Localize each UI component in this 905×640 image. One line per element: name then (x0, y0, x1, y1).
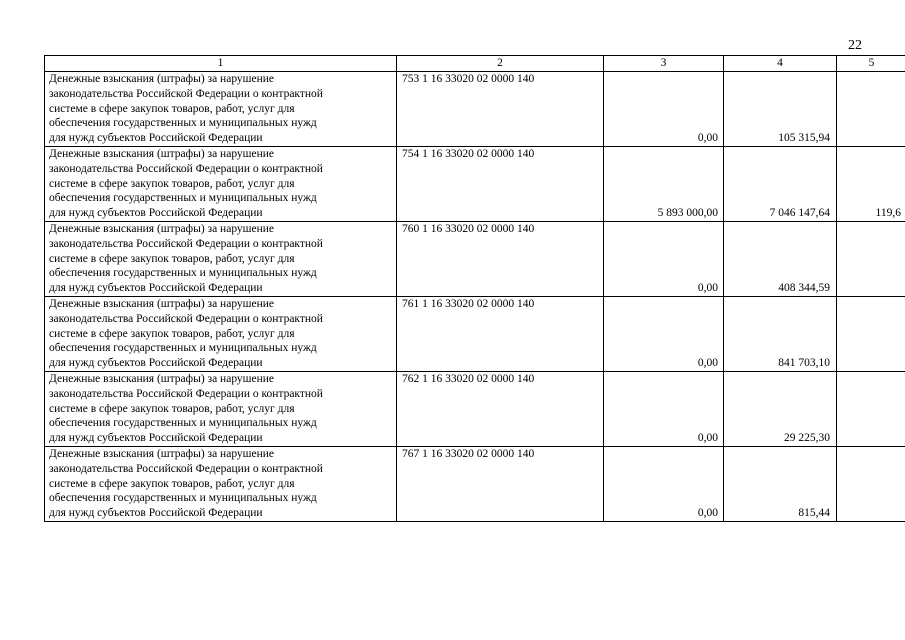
column-4-value: 7 046 147,64 (724, 147, 837, 222)
table-row (45, 372, 905, 447)
column-3-value: 0,00 (604, 447, 724, 522)
revenue-name-cell (45, 372, 397, 447)
column-header-1: 1 (45, 56, 397, 72)
budget-code-cell: 754 1 16 33020 02 0000 140 (397, 147, 604, 222)
table-row (45, 147, 905, 222)
revenue-name-line: для нужд субъектов Российской Федерации (49, 507, 263, 520)
revenue-name-line: законодательства Российской Федерации о контрактной (49, 162, 323, 175)
column-header-3: 3 (604, 56, 724, 72)
budget-code-cell: 762 1 16 33020 02 0000 140 (397, 372, 604, 447)
revenue-name-line: Денежные взыскания (штрафы) за нарушение (49, 73, 275, 85)
budget-code-cell: 753 1 16 33020 02 0000 140 (397, 72, 604, 147)
revenue-name-line: Денежные взыскания (штрафы) за нарушение (49, 223, 275, 235)
revenue-name-line: системе в сфере закупок товаров, работ, услуг для (49, 252, 295, 265)
table-row (45, 222, 905, 297)
revenue-name-line: Денежные взыскания (штрафы) за нарушение (49, 148, 275, 160)
revenue-name-line: системе в сфере закупок товаров, работ, услуг для (49, 327, 295, 340)
column-header-5: 5 (837, 56, 905, 72)
column-4-value: 841 703,10 (724, 297, 837, 372)
revenue-name-cell (45, 147, 397, 222)
revenue-name-line: законодательства Российской Федерации о контрактной (49, 312, 323, 325)
budget-code-cell: 760 1 16 33020 02 0000 140 (397, 222, 604, 297)
revenue-name-line: обеспечения государственных и муниципальных нужд (49, 267, 317, 280)
column-3-value: 0,00 (604, 222, 724, 297)
revenue-name-line: системе в сфере закупок товаров, работ, услуг для (49, 177, 295, 190)
revenue-name-line: системе в сфере закупок товаров, работ, услуг для (49, 477, 295, 490)
column-4-value: 408 344,59 (724, 222, 837, 297)
column-5-value: 119,6 (837, 147, 905, 222)
revenue-name-line: обеспечения государственных и муниципальных нужд (49, 492, 317, 505)
revenue-name-line: обеспечения государственных и муниципальных нужд (49, 117, 317, 130)
revenue-name-line: обеспечения государственных и муниципальных нужд (49, 342, 317, 355)
revenue-name-line: законодательства Российской Федерации о контрактной (49, 237, 323, 250)
table-row (45, 447, 905, 522)
revenue-name-line: для нужд субъектов Российской Федерации (49, 357, 263, 370)
column-header-2: 2 (397, 56, 604, 72)
page-number: 22 (848, 38, 862, 53)
table-row (45, 72, 905, 147)
revenue-name-line: для нужд субъектов Российской Федерации (49, 282, 263, 295)
column-3-value: 0,00 (604, 372, 724, 447)
header-row (45, 56, 905, 72)
column-5-value (837, 297, 905, 372)
revenue-name-cell (45, 447, 397, 522)
revenue-name-line: законодательства Российской Федерации о контрактной (49, 87, 323, 100)
revenue-name-cell (45, 297, 397, 372)
column-5-value (837, 372, 905, 447)
column-3-value: 0,00 (604, 297, 724, 372)
column-header-4: 4 (724, 56, 837, 72)
column-5-value (837, 72, 905, 147)
revenue-name-line: Денежные взыскания (штрафы) за нарушение (49, 448, 275, 460)
revenue-name-cell (45, 222, 397, 297)
revenue-name-line: законодательства Российской Федерации о контрактной (49, 462, 323, 475)
revenue-name-line: системе в сфере закупок товаров, работ, услуг для (49, 402, 295, 415)
column-4-value: 815,44 (724, 447, 837, 522)
column-5-value (837, 447, 905, 522)
column-3-value: 0,00 (604, 72, 724, 147)
revenue-name-line: для нужд субъектов Российской Федерации (49, 432, 263, 445)
revenue-name-line: для нужд субъектов Российской Федерации (49, 132, 263, 145)
revenue-name-cell (45, 72, 397, 147)
budget-table (44, 55, 905, 522)
column-3-value: 5 893 000,00 (604, 147, 724, 222)
column-4-value: 105 315,94 (724, 72, 837, 147)
budget-code-cell: 761 1 16 33020 02 0000 140 (397, 297, 604, 372)
revenue-name-line: Денежные взыскания (штрафы) за нарушение (49, 373, 275, 385)
revenue-name-line: обеспечения государственных и муниципальных нужд (49, 417, 317, 430)
revenue-name-line: обеспечения государственных и муниципальных нужд (49, 192, 317, 205)
column-4-value: 29 225,30 (724, 372, 837, 447)
budget-code-cell: 767 1 16 33020 02 0000 140 (397, 447, 604, 522)
revenue-name-line: системе в сфере закупок товаров, работ, услуг для (49, 102, 295, 115)
revenue-name-line: для нужд субъектов Российской Федерации (49, 207, 263, 220)
revenue-name-line: законодательства Российской Федерации о контрактной (49, 387, 323, 400)
table-row (45, 297, 905, 372)
revenue-name-line: Денежные взыскания (штрафы) за нарушение (49, 298, 275, 310)
column-5-value (837, 222, 905, 297)
